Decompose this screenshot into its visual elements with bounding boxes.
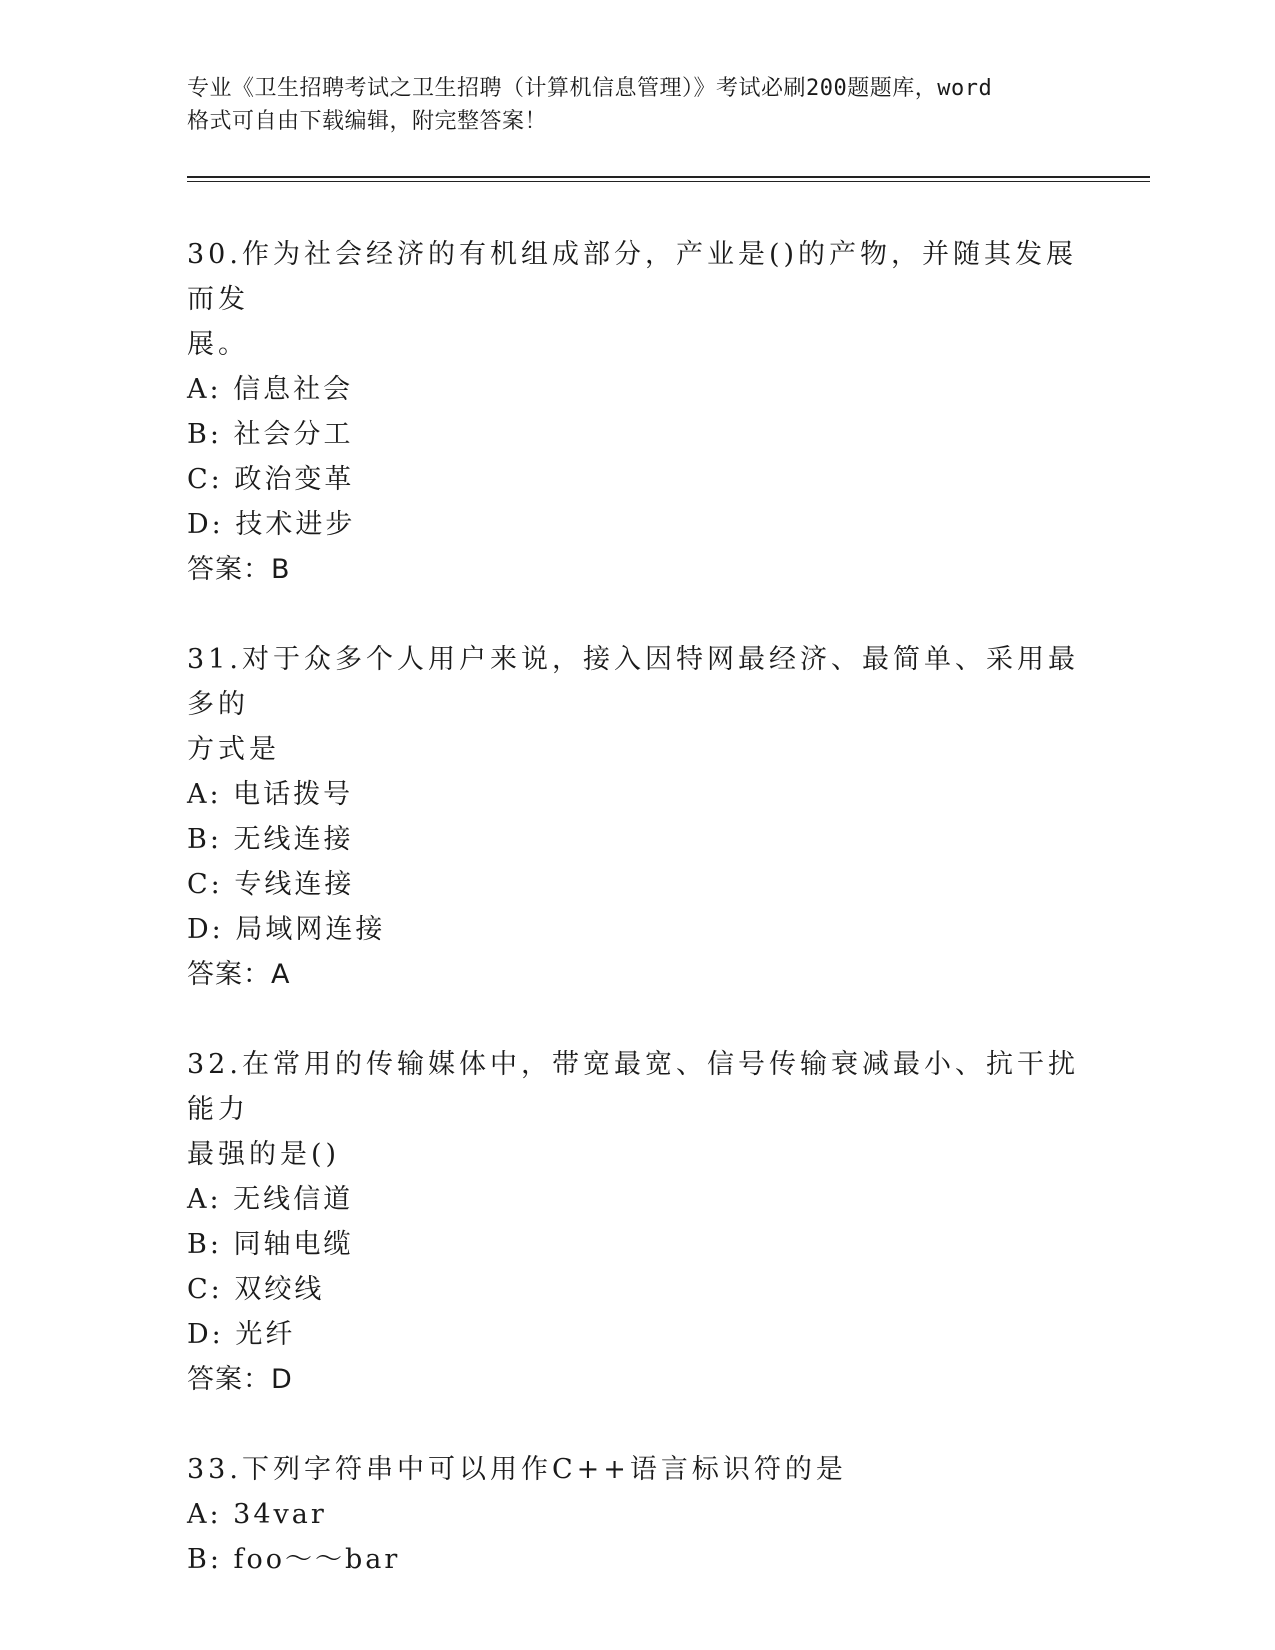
question-stem: 32.在常用的传输媒体中，带宽最宽、信号传输衰减最小、抗干扰能力 <box>187 1049 1079 1125</box>
option-b: B: 同轴电缆 <box>187 1229 354 1260</box>
question-stem: 31.对于众多个人用户来说，接入因特网最经济、最简单、采用最多的 <box>187 644 1079 720</box>
question-32 <box>187 1042 1087 1402</box>
answer-label: 答案：A <box>187 959 291 990</box>
option-b: B: 无线连接 <box>187 824 354 855</box>
option-b: B: 社会分工 <box>187 419 354 450</box>
header-divider-thick <box>187 176 1150 178</box>
option-a: A: 信息社会 <box>187 374 354 405</box>
answer-label: 答案：D <box>187 1364 293 1395</box>
question-list <box>187 232 1087 1627</box>
option-c: C: 政治变革 <box>187 464 355 495</box>
header-line-1: 专业《卫生招聘考试之卫生招聘（计算机信息管理）》考试必刷200题题库，word <box>187 76 993 101</box>
question-stem-continued: 方式是 <box>187 734 280 765</box>
option-d: D: 技术进步 <box>187 509 356 540</box>
document-header <box>187 72 1087 138</box>
question-stem-continued: 展。 <box>187 329 249 360</box>
header-divider-thin <box>187 181 1150 182</box>
option-a: A: 34var <box>187 1499 327 1530</box>
question-31 <box>187 637 1087 997</box>
question-stem: 30.作为社会经济的有机组成部分，产业是()的产物，并随其发展而发 <box>187 239 1078 315</box>
option-c: C: 双绞线 <box>187 1274 325 1305</box>
option-b: B: foo～～bar <box>187 1544 401 1575</box>
question-33 <box>187 1447 1087 1582</box>
option-a: A: 无线信道 <box>187 1184 354 1215</box>
answer-label: 答案：B <box>187 554 291 585</box>
header-line-2: 格式可自由下载编辑，附完整答案！ <box>187 109 548 134</box>
option-c: C: 专线连接 <box>187 869 355 900</box>
question-stem-continued: 最强的是() <box>187 1139 341 1170</box>
question-30 <box>187 232 1087 592</box>
question-stem: 33.下列字符串中可以用作C++语言标识符的是 <box>187 1454 847 1485</box>
option-a: A: 电话拨号 <box>187 779 354 810</box>
option-d: D: 光纤 <box>187 1319 296 1350</box>
option-d: D: 局域网连接 <box>187 914 386 945</box>
